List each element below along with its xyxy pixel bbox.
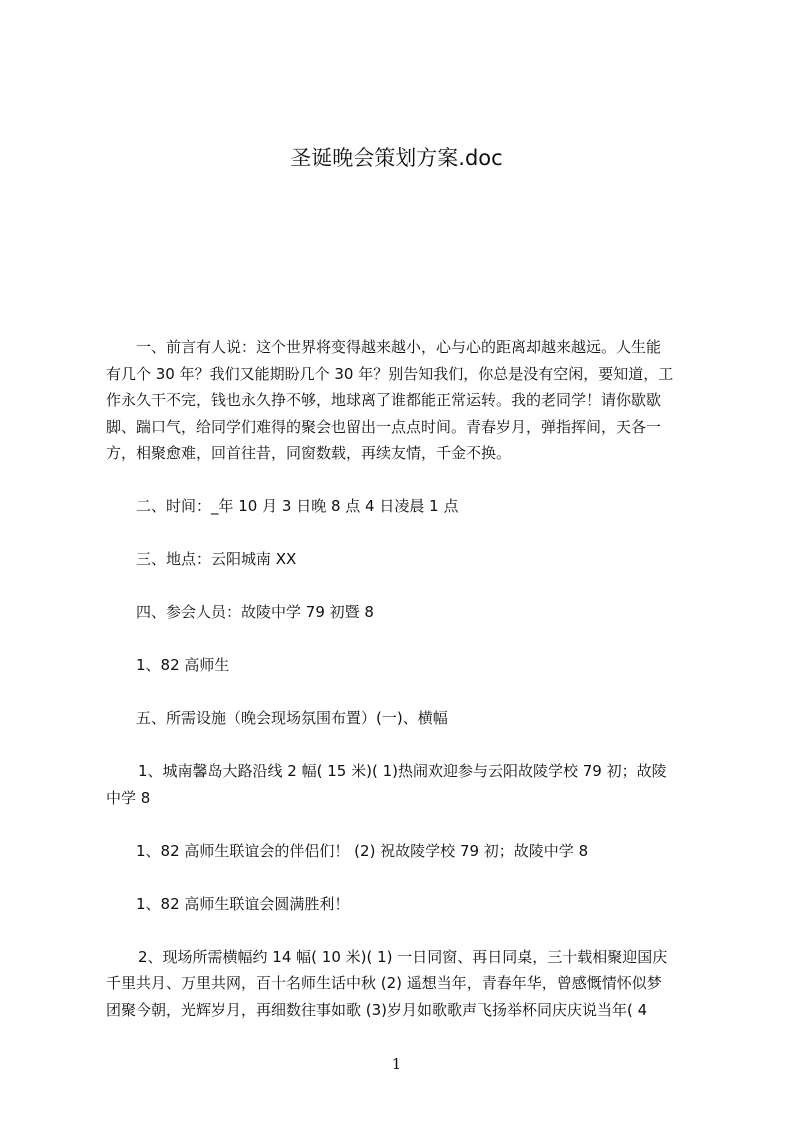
document-title: 圣诞晚会策划方案.doc bbox=[290, 146, 503, 170]
text-line: 脚、踹口气，给同学们难得的聚会也留出一点点时间。青春岁月，弹指挥间，天各一 bbox=[106, 417, 662, 436]
document-body bbox=[106, 334, 698, 1050]
paragraph-location bbox=[106, 546, 698, 573]
text-line: 五、所需设施（晚会现场氛围布置）(一)、横幅 bbox=[136, 709, 448, 727]
text-line: 一、前言有人说：这个世界将变得越来越小，心与心的距离却越来越远。人生能 bbox=[136, 338, 662, 356]
paragraph-banner-venue bbox=[106, 944, 698, 1024]
text-line: 2、现场所需横幅约 14 幅( 10 米)( 1) 一日同窗、再日同桌，三十载相聚迎国庆 bbox=[138, 947, 668, 966]
paragraph-banner-friends bbox=[106, 838, 698, 865]
text-line: 三、地点：云阳城南 XX bbox=[136, 550, 297, 568]
paragraph-preface bbox=[106, 334, 698, 467]
page-number: 1 bbox=[391, 1055, 402, 1073]
paragraph-attendees bbox=[106, 599, 698, 626]
text-line: 有几个 30 年？我们又能期盼几个 30 年？别告知我们，你总是没有空闲，要知道，工 bbox=[106, 364, 674, 383]
text-line: 1、82 高师生联谊会圆满胜利！ bbox=[136, 894, 350, 913]
paragraph-teachers bbox=[106, 652, 698, 679]
text-line: 千里共月、万里共网，百十名师生话中秋 (2) 遥想当年，青春年华，曾感慨情怀似梦 bbox=[106, 974, 662, 992]
paragraph-time bbox=[106, 493, 698, 520]
text-line: 方，相聚愈难，回首往昔，同窗数载，再续友情，千金不换。 bbox=[106, 444, 512, 462]
text-line: 二、时间：_年 10 月 3 日晚 8 点 4 日凌晨 1 点 bbox=[136, 497, 459, 515]
text-line: 1、82 高师生联谊会的伴侣们！ (2) 祝故陵学校 79 初；故陵中学 8 bbox=[136, 841, 589, 860]
paragraph-facilities bbox=[106, 705, 698, 732]
paragraph-banner-success bbox=[106, 891, 698, 918]
paragraph-banner-road bbox=[106, 758, 698, 811]
text-line: 中学 8 bbox=[106, 788, 151, 807]
text-line: 1、82 高师生 bbox=[136, 656, 230, 674]
text-line: 1、城南馨岛大路沿线 2 幅( 15 米)( 1)热闹欢迎参与云阳故陵学校 79 初；故陵 bbox=[138, 762, 667, 780]
text-line: 四、参会人员：故陵中学 79 初暨 8 bbox=[136, 603, 374, 621]
text-line: 团聚今朝，光辉岁月，再细数往事如歌 (3)岁月如歌歌声飞扬举杯同庆庆说当年( 4 bbox=[106, 1000, 648, 1019]
text-line: 作永久干不完，钱也永久挣不够，地球离了谁都能正常运转。我的老同学！请你歇歇 bbox=[106, 391, 662, 409]
